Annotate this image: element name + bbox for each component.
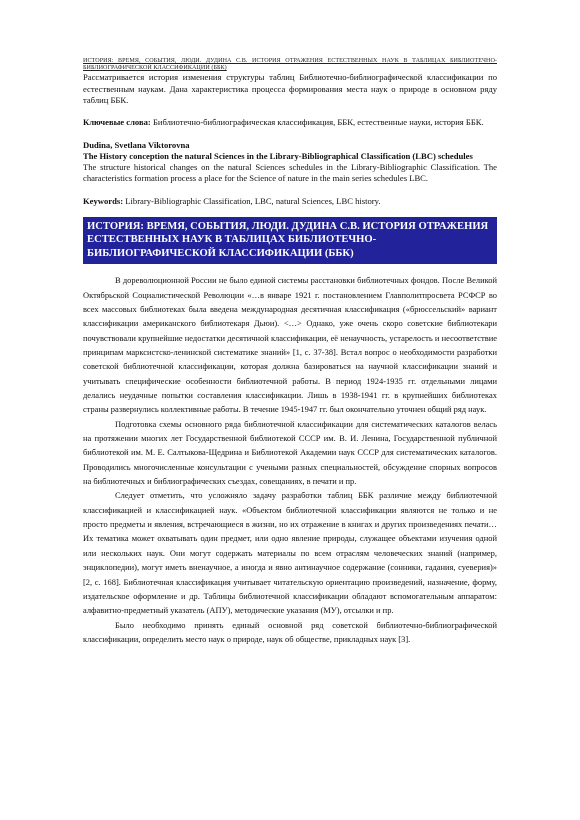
keywords-ru-text: Библиотечно-библиографическая классификация, ББК, естественные науки, история ББК.	[150, 117, 484, 128]
keywords-ru-label: Ключевые слова:	[83, 117, 151, 128]
author-name-en: Dudina, Svetlana Viktorovna	[83, 139, 190, 150]
document-page	[83, 58, 497, 646]
article-header-link[interactable]: ИСТОРИЯ: ВРЕМЯ, СОБЫТИЯ, ЛЮДИ. ДУДИНА С.В. ИСТОРИЯ ОТРАЖЕНИЯ ЕСТЕСТВЕННЫХ НАУК В ТАБЛИЦАХ БИБЛИОТЕЧНО-БИБЛИОГРАФИЧЕСКОЙ КЛАССИФИКАЦИИ (ББК)	[83, 58, 497, 72]
keywords-en	[83, 196, 497, 207]
abstract-en: The structure historical changes on the natural Sciences schedules in the Library-Bibliographic Classification. The characteristics formation process a place for the Science of nature in the main series schedules LBC.	[83, 162, 497, 184]
body-paragraph: Было необходимо принять единый основной ряд советской библиотечно-библиографической классификации, определить место наук о природе, наук об обществе, прикладных наук [3].	[83, 619, 497, 644]
body-paragraph: В дореволюционной России не было единой системы расстановки библиотечных фондов. После Великой Октябрьской Социалистической Революции «…в январе 1921 г. постановлением Главполитпросвета РСФСР во всех массовых библиотеках была введена международная десятичная классификация («брюссельский» вариант классификации американского библиотекаря Дьюи). <…> Однако, уже очень скоро советские библиотекари почувствовали крупнейшие недостатки десятичной классификации, её ненаучность, устарелость и несоответствие принципам марксистско-ленинской систематике знаний» [1, с. 37-38]. Встал вопрос о необходимости разработки советской библиотечной классификации, которая должна базироваться на научной классификации знаний и учитывать специфические особенности библиотечной работы. В период 1924-1935 гг. отдельными лицами делались неудачные попытки составления классификации. Лишь в 1938-1941 гг. в крупнейших библиотеках страны развернулись коллективные работы. В течение 1945-1947 гг. был окончательно уточнен общий ряд наук.	[83, 275, 497, 415]
body-paragraph: Следует отметить, что усложняло задачу разработки таблиц ББК различие между библиотечной классификацией и классификацией наук. «Объектом библиотечной классификации являются не только и не просто предметы и явления, встречающиеся в жизни, но их отражение в книгах и других произведениях печати…Их тематика может охватывать один предмет, или одно явление природы, служащее объектами изучения одной или нескольких наук. Они могут содержать материалы по всем отраслям человеческих знаний (например, энциклопедии), могут иметь вненаучное, а иногда и явно антинаучное содержание (сонники, гадания, суеверия)» [2, с. 168]. Библиотечная классификация учитывает читательскую ориентацию произведений, назначение, форму, издательское оформление и др. Таблицы библиотечной классификации обладают вспомогательным аппаратом: алфавитно-предметный указатель (АПУ), методические указания (МУ), отсылки и пр.	[83, 490, 497, 616]
keywords-en-text: Library-Bibliographic Classification, LBC, natural Sciences, LBC history.	[123, 195, 381, 206]
article-title-en: The History conception the natural Sciences in the Library-Bibliographical Classification (LBC) schedules	[83, 150, 473, 161]
article-body	[83, 273, 497, 646]
article-title-banner: ИСТОРИЯ: ВРЕМЯ, СОБЫТИЯ, ЛЮДИ. ДУДИНА С.В. ИСТОРИЯ ОТРАЖЕНИЯ ЕСТЕСТВЕННЫХ НАУК В ТАБЛИЦАХ БИБЛИОТЕЧНО-БИБЛИОГРАФИЧЕСКОЙ КЛАССИФИКАЦИИ (ББК)	[83, 217, 497, 264]
abstract-ru: Рассматривается история изменения структуры таблиц Библиотечно-библиографической классификации по естественным наукам. Дана характеристика процесса формирования места наук о природе в основном ряду таблиц ББК.	[83, 72, 497, 105]
keywords-ru	[83, 117, 497, 128]
body-paragraph: Подготовка схемы основного ряда библиотечной классификации для систематических каталогов велась на протяжении многих лет Государственной библиотекой СССР им. В. И. Ленина, Государственной публичной библиотекой им. М. Е. Салтыкова-Щедрина и Библиотекой Академии наук СССР для систематических каталогов. Проводились многочисленные консультации с учеными разных специальностей, обсуждение спорных вопросов на библиотечных и библиографических съездах, совещаниях, в печати и пр.	[83, 418, 497, 487]
keywords-en-label: Keywords:	[83, 195, 124, 206]
